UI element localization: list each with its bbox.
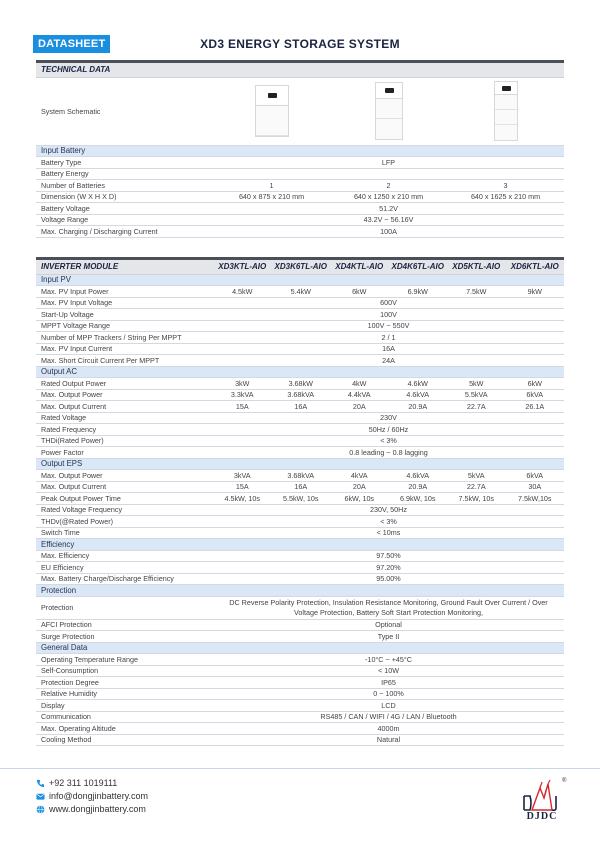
row-value: 20.9A — [389, 401, 448, 413]
row-value: 6kW — [330, 286, 389, 298]
row-value — [330, 168, 447, 180]
datasheet-badge: DATASHEET — [33, 35, 110, 53]
row-label: Rated Voltage — [36, 412, 213, 424]
row-value: 15A — [213, 401, 272, 413]
row-value: 6.9kW — [389, 286, 448, 298]
row-label: Protection Degree — [36, 677, 213, 689]
globe-icon — [36, 805, 45, 814]
row-value: 4.6kVA — [389, 470, 448, 482]
contact-phone — [36, 778, 117, 788]
row-value: 3kW — [213, 378, 272, 390]
row-value: 3kVA — [213, 470, 272, 482]
row-value — [213, 168, 330, 180]
phone-icon — [36, 779, 45, 788]
email-text[interactable]: info@dongjinbattery.com — [49, 791, 149, 801]
row-label: Max. PV Input Power — [36, 286, 213, 298]
row-label: Number of MPP Trackers / String Per MPPT — [36, 332, 213, 344]
row-label: Max. Charging / Discharging Current — [36, 226, 213, 238]
row-value: DC Reverse Polarity Protection, Insulation Resistance Monitoring, Ground Fault Over Current / Over Voltage Protection, Battery Soft Start Protection Monitoring, — [213, 596, 564, 619]
section-input-pv: Input PV — [36, 274, 564, 286]
logo-mark-icon — [518, 778, 566, 812]
row-value: 640 x 875 x 210 mm — [213, 191, 330, 203]
section-general-data: General Data — [36, 642, 564, 654]
contact-website[interactable] — [36, 804, 146, 814]
row-label: Cooling Method — [36, 734, 213, 746]
row-value: 5kW — [447, 378, 506, 390]
row-value: 0 ~ 100% — [213, 688, 564, 700]
section-output-ac: Output AC — [36, 366, 564, 378]
model-header: XD6KTL-AIO — [506, 260, 565, 274]
row-label: Max. Battery Charge/Discharge Efficiency — [36, 573, 213, 585]
row-label: Max. PV Input Current — [36, 343, 213, 355]
row-label: Self-Consumption — [36, 665, 213, 677]
row-label: Voltage Range — [36, 214, 213, 226]
row-value: 5.5kW, 10s — [272, 493, 331, 505]
row-value: 16A — [213, 343, 564, 355]
row-value: 4.4kVA — [330, 389, 389, 401]
schematic-label: System Schematic — [36, 77, 213, 145]
model-header: XD4K6TL-AIO — [389, 260, 448, 274]
row-value: 4000m — [213, 723, 564, 735]
page-title: XD3 ENERGY STORAGE SYSTEM — [200, 37, 400, 51]
row-value: -10°C ~ +45°C — [213, 654, 564, 666]
row-value: IP65 — [213, 677, 564, 689]
row-value: 230V, 50Hz — [213, 504, 564, 516]
row-value: 50Hz / 60Hz — [213, 424, 564, 436]
technical-data-heading: TECHNICAL DATA — [36, 63, 564, 77]
row-label: Rated Voltage Frequency — [36, 504, 213, 516]
row-label: THDv(@Rated Power) — [36, 516, 213, 528]
row-label: Protection — [36, 596, 213, 619]
row-value: 7.5kW, 10s — [447, 493, 506, 505]
row-value: 7.5kW — [447, 286, 506, 298]
row-label: MPPT Voltage Range — [36, 320, 213, 332]
row-value: 3.68kVA — [272, 470, 331, 482]
row-label: Max. Short Circuit Current Per MPPT — [36, 355, 213, 367]
row-value — [447, 168, 564, 180]
row-value: 4.5kW, 10s — [213, 493, 272, 505]
row-label: Operating Temperature Range — [36, 654, 213, 666]
row-value: 95.00% — [213, 573, 564, 585]
section-protection: Protection — [36, 585, 564, 597]
row-label: EU Efficiency — [36, 562, 213, 574]
row-value: 20.9A — [389, 481, 448, 493]
row-value: 6kVA — [506, 389, 565, 401]
row-value: 100V ~ 550V — [213, 320, 564, 332]
row-value: 600V — [213, 297, 564, 309]
battery-cabinet-icon — [255, 85, 289, 137]
email-icon — [36, 792, 45, 801]
row-value: 4.6kW — [389, 378, 448, 390]
row-label: Relative Humidity — [36, 688, 213, 700]
row-label: Rated Output Power — [36, 378, 213, 390]
registered-mark: ® — [562, 778, 567, 784]
inverter-module-table — [36, 260, 564, 746]
row-value: 6kVA — [506, 470, 565, 482]
row-value: 5.4kW — [272, 286, 331, 298]
row-label: Number of Batteries — [36, 180, 213, 192]
top-bar — [0, 0, 600, 25]
row-label: THDi(Rated Power) — [36, 435, 213, 447]
row-value: 2 / 1 — [213, 332, 564, 344]
company-logo — [518, 778, 566, 826]
row-value: 3.68kVA — [272, 389, 331, 401]
row-value: 6kW, 10s — [330, 493, 389, 505]
row-value: 22.7A — [447, 481, 506, 493]
row-value: 100A — [213, 226, 564, 238]
row-value: LCD — [213, 700, 564, 712]
row-value: 100V — [213, 309, 564, 321]
row-label: Surge Protection — [36, 631, 213, 643]
row-label: Communication — [36, 711, 213, 723]
section-efficiency: Efficiency — [36, 539, 564, 551]
row-value: Natural — [213, 734, 564, 746]
row-value: 230V — [213, 412, 564, 424]
row-value: < 10ms — [213, 527, 564, 539]
row-label: Peak Output Power Time — [36, 493, 213, 505]
row-label: Rated Frequency — [36, 424, 213, 436]
footer-divider — [0, 768, 600, 769]
row-label: Max. PV Input Voltage — [36, 297, 213, 309]
technical-data-table — [36, 63, 564, 238]
row-value: 20A — [330, 481, 389, 493]
model-header: XD5KTL-AIO — [447, 260, 506, 274]
row-value: 9kW — [506, 286, 565, 298]
row-value: 43.2V ~ 56.16V — [213, 214, 564, 226]
row-label: AFCI Protection — [36, 619, 213, 631]
model-header: XD3KTL-AIO — [213, 260, 272, 274]
row-value: < 10W — [213, 665, 564, 677]
row-label: Dimension (W X H X D) — [36, 191, 213, 203]
row-label: Power Factor — [36, 447, 213, 459]
row-value: 20A — [330, 401, 389, 413]
row-value: 2 — [330, 180, 447, 192]
row-value: 97.20% — [213, 562, 564, 574]
row-value: 3 — [447, 180, 564, 192]
row-label: Max. Output Current — [36, 481, 213, 493]
row-value: 640 x 1625 x 210 mm — [447, 191, 564, 203]
row-label: Max. Output Power — [36, 389, 213, 401]
row-value: 3.3kVA — [213, 389, 272, 401]
row-value: 26.1A — [506, 401, 565, 413]
row-value: 22.7A — [447, 401, 506, 413]
row-value: 4kW — [330, 378, 389, 390]
row-value: 51.2V — [213, 203, 564, 215]
row-label: Battery Type — [36, 157, 213, 169]
row-value: 0.8 leading ~ 0.8 lagging — [213, 447, 564, 459]
row-label: Max. Output Current — [36, 401, 213, 413]
section-input-battery: Input Battery — [36, 145, 564, 157]
row-value: RS485 / CAN / WIFI / 4G / LAN / Bluetooth — [213, 711, 564, 723]
contact-email[interactable] — [36, 791, 148, 801]
model-header: XD4KTL-AIO — [330, 260, 389, 274]
row-label: Max. Operating Altitude — [36, 723, 213, 735]
battery-cabinet-icon — [494, 81, 518, 141]
row-value: 7.5kW,10s — [506, 493, 565, 505]
row-value: 4.5kW — [213, 286, 272, 298]
row-value: Optional — [213, 619, 564, 631]
model-header: XD3K6TL-AIO — [272, 260, 331, 274]
row-value: 97.50% — [213, 550, 564, 562]
row-value: 15A — [213, 481, 272, 493]
row-value: 5kVA — [447, 470, 506, 482]
row-value: 6.9kW, 10s — [389, 493, 448, 505]
row-value: 4kVA — [330, 470, 389, 482]
row-value: 24A — [213, 355, 564, 367]
row-value: 640 x 1250 x 210 mm — [330, 191, 447, 203]
row-label: Battery Energy — [36, 168, 213, 180]
row-label: Display — [36, 700, 213, 712]
row-value: 4.6kVA — [389, 389, 448, 401]
row-label: Battery Voltage — [36, 203, 213, 215]
inverter-module-heading: INVERTER MODULE — [36, 260, 213, 274]
website-text[interactable]: www.dongjinbattery.com — [49, 804, 146, 814]
row-value: 16A — [272, 401, 331, 413]
row-value: 6kW — [506, 378, 565, 390]
row-label: Start-Up Voltage — [36, 309, 213, 321]
logo-text: DJDC — [526, 811, 558, 822]
row-value: 1 — [213, 180, 330, 192]
row-value: 5.5kVA — [447, 389, 506, 401]
row-value: 16A — [272, 481, 331, 493]
row-label: Max. Efficiency — [36, 550, 213, 562]
section-output-eps: Output EPS — [36, 458, 564, 470]
row-label: Switch Time — [36, 527, 213, 539]
schematic-2-battery — [330, 77, 447, 145]
phone-text: +92 311 1019111 — [49, 778, 118, 788]
row-value: 30A — [506, 481, 565, 493]
schematic-3-battery — [447, 77, 564, 145]
row-value: 3.68kW — [272, 378, 331, 390]
row-value: < 3% — [213, 435, 564, 447]
row-value: LFP — [213, 157, 564, 169]
row-value: Type II — [213, 631, 564, 643]
row-label: Max. Output Power — [36, 470, 213, 482]
battery-cabinet-icon — [375, 82, 403, 140]
row-value: < 3% — [213, 516, 564, 528]
schematic-1-battery — [213, 77, 330, 145]
